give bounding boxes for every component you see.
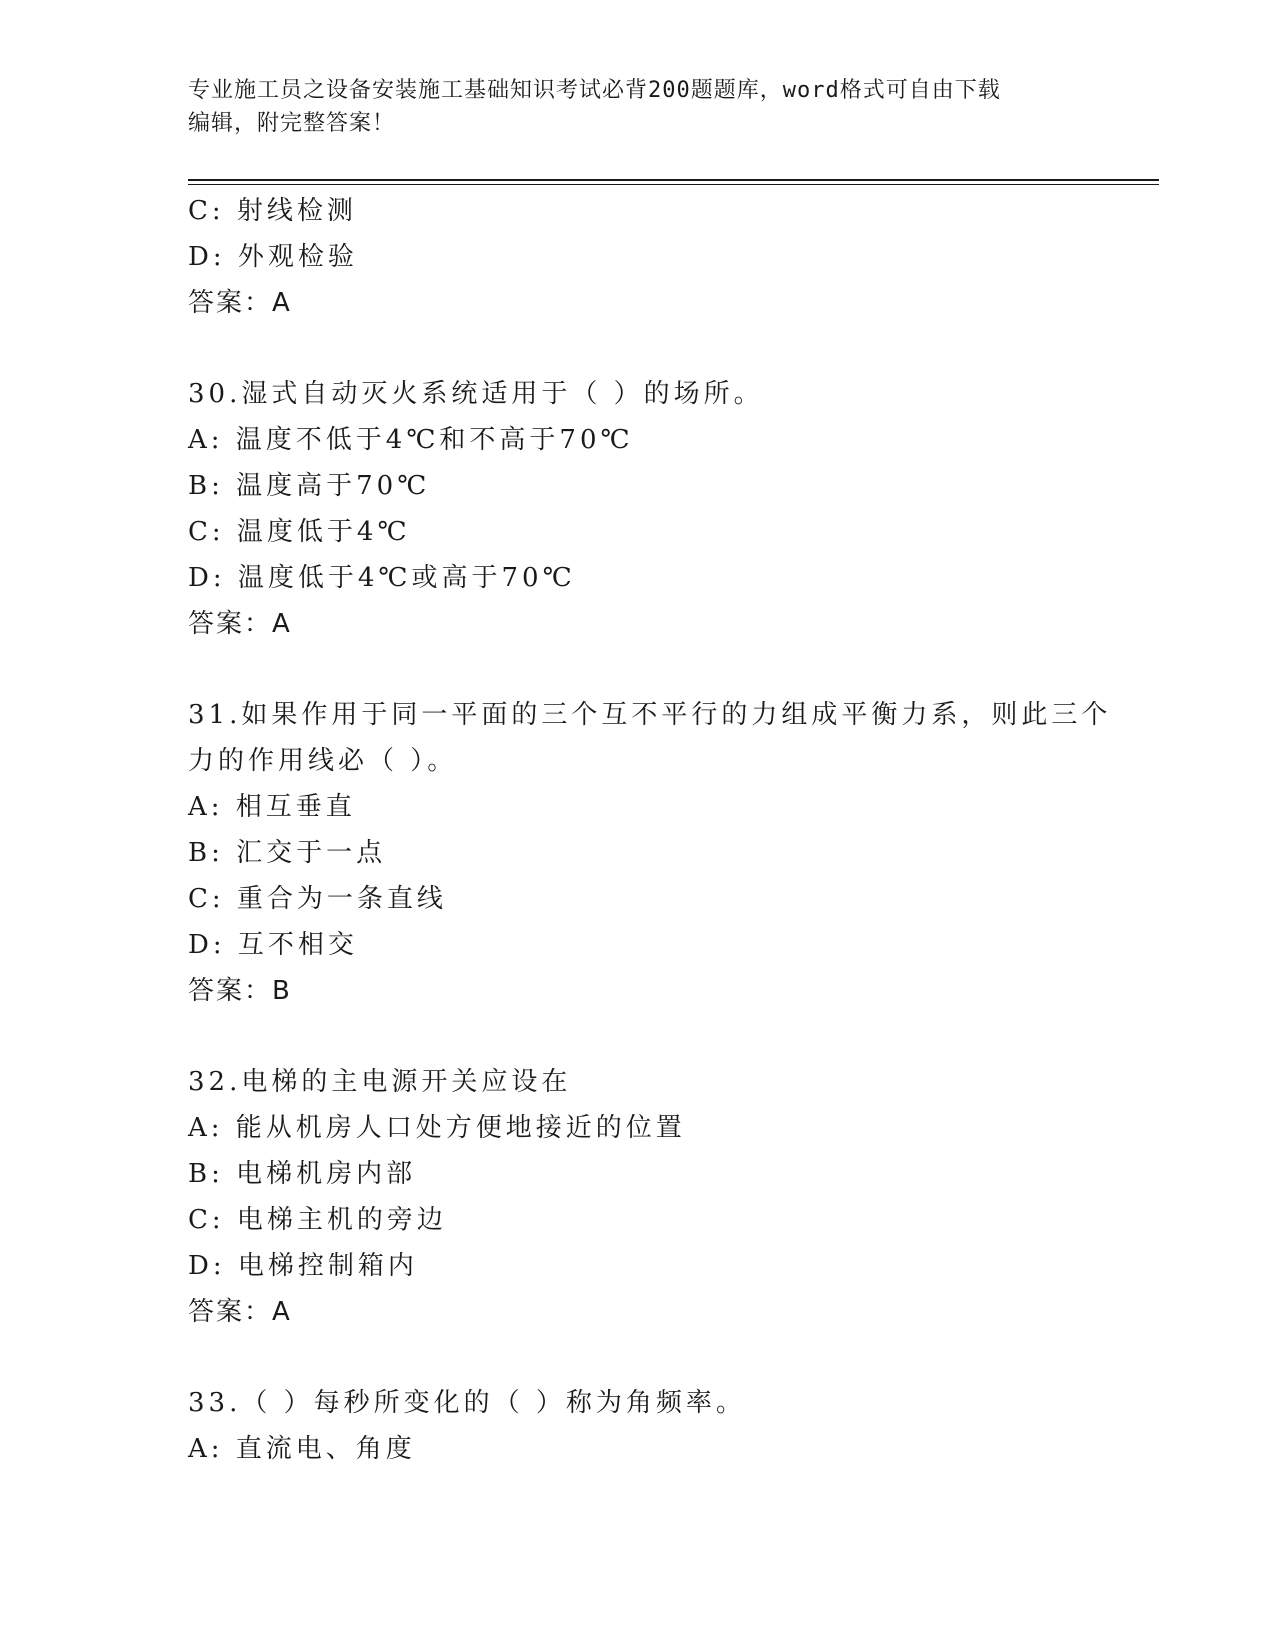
- question-33-stem: 33.（ ）每秒所变化的（ ）称为角频率。: [188, 1388, 746, 1418]
- question-30-option-d: D: 温度低于4℃或高于70℃: [188, 563, 576, 593]
- question-30-option-b: B: 温度高于70℃: [188, 471, 431, 501]
- question-30-option-a: A: 温度不低于4℃和不高于70℃: [188, 425, 634, 455]
- question-list: [188, 188, 1112, 1472]
- header-line-2: 编辑，附完整答案！: [188, 111, 396, 136]
- question-33-option-a: A: 直流电、角度: [188, 1434, 416, 1464]
- question-29-tail: [188, 188, 1088, 326]
- question-31-answer: 答案：B: [188, 976, 292, 1006]
- question-29-option-d: D: 外观检验: [188, 242, 358, 272]
- question-32-option-c: C: 电梯主机的旁边: [188, 1205, 447, 1235]
- question-31: [188, 692, 1112, 1014]
- header-divider-thin: [188, 184, 1159, 185]
- question-32-option-a: A: 能从机房人口处方便地接近的位置: [188, 1113, 686, 1143]
- question-31-option-c: C: 重合为一条直线: [188, 884, 447, 914]
- question-32-option-b: B: 电梯机房内部: [188, 1159, 417, 1189]
- header-divider-thick: [188, 179, 1159, 181]
- question-32-stem: 32.电梯的主电源开关应设在: [188, 1067, 572, 1097]
- question-29-option-c: C: 射线检测: [188, 196, 357, 226]
- question-31-option-b: B: 汇交于一点: [188, 838, 387, 868]
- question-32: [188, 1059, 1088, 1335]
- question-32-option-d: D: 电梯控制箱内: [188, 1251, 418, 1281]
- question-29-answer: 答案：A: [188, 288, 292, 318]
- question-31-option-d: D: 互不相交: [188, 930, 358, 960]
- question-30-stem: 30.湿式自动灭火系统适用于（ ）的场所。: [188, 379, 764, 409]
- question-33: [188, 1380, 1088, 1472]
- question-31-option-a: A: 相互垂直: [188, 792, 356, 822]
- question-30-option-c: C: 温度低于4℃: [188, 517, 411, 547]
- question-spacer: [188, 647, 1088, 692]
- question-32-answer: 答案：A: [188, 1297, 292, 1327]
- question-31-stem-line-1: 31.如果作用于同一平面的三个互不平行的力组成平衡力系，则此三个: [188, 700, 1112, 730]
- question-spacer: [188, 326, 1088, 371]
- header-line-1: 专业施工员之设备安装施工基础知识考试必背200题题库，word格式可自由下载: [188, 78, 1001, 103]
- document-header: [188, 74, 1088, 140]
- question-31-stem-line-2: 力的作用线必（ ）。: [188, 746, 458, 776]
- question-30: [188, 371, 1088, 647]
- question-spacer: [188, 1014, 1088, 1059]
- question-30-answer: 答案：A: [188, 609, 292, 639]
- question-spacer: [188, 1335, 1088, 1380]
